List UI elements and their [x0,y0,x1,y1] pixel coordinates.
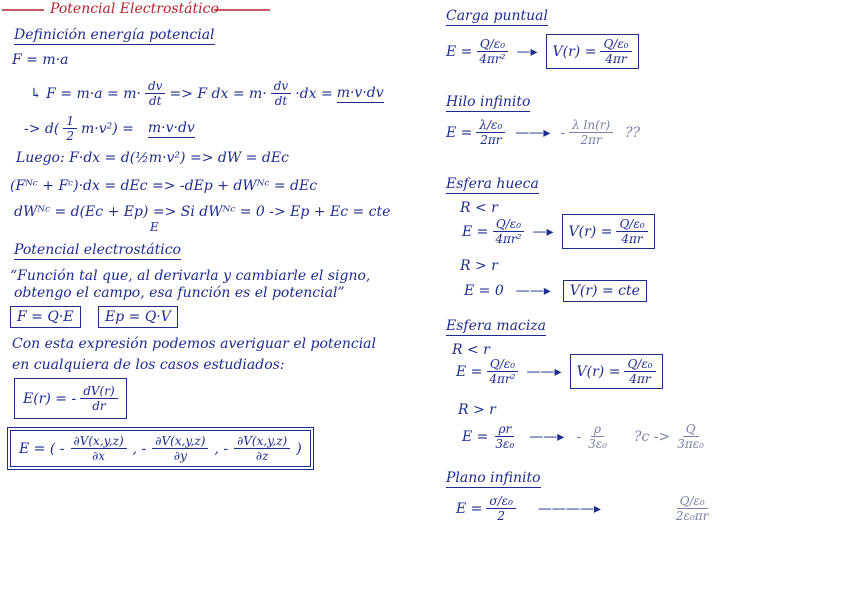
hollow-sphere-potential-box: V(r) = $\frac{\text{Q/ε₀}}{4\pi r}$ [562,214,655,249]
infinite-wire-field: E = $\frac{\text{λ/ε₀}}{2\pi r}$ ——▸ - $\frac{\text{λ ln(r)}}{2\pi r}$ ?? [446,118,641,147]
solid-sphere-condition-2: R > r [458,402,496,418]
solid-sphere-field-outside: E = $\frac{\text{Q/ε₀}}{\text{4πr²}}$ ——▸ V(r) = $\frac{\text{Q/ε₀}}{4\pi r}$ [456,354,663,389]
fraction-partial-y: $\frac{\partial V(x,y,z)}{\partial y}$ [152,434,208,463]
conservative-forces-line: (Fᴺᶜ + Fᶜ)·dx = dEc => -dEp + dWᴺᶜ = dEc [10,178,318,194]
fraction-half: $\frac{1}{2}$ [63,114,77,143]
fraction-partial-x: $\frac{\partial V(x,y,z)}{\partial x}$ [71,434,127,463]
explanation-line-1: Con esta expresión podemos averiguar el potencial [12,336,377,352]
hollow-sphere-condition-1: R < r [460,200,498,216]
fraction-dv-dt: $\frac{dv}{dt}$ [145,79,165,108]
potential-energy-box: Ep = Q·V [98,306,178,328]
infinite-plane-heading: Plano infinito [446,470,541,486]
point-charge-heading: Carga puntual [446,8,548,24]
infinite-wire-heading: Hilo infinito [446,94,531,110]
field-potential-box: E(r) = - $\frac{dV(r)}{dr}$ [14,378,127,419]
fraction-dv-dt-2: $\frac{dv}{dt}$ [271,79,291,108]
hollow-sphere-constant-box: V(r) = cte [563,280,647,302]
kinetic-line: -> d( $\frac{1}{2}$ m·v²) = m·v·dv [24,114,195,143]
hollow-sphere-field-outside: E = $\frac{\text{Q/ε₀}}{\text{4πr²}}$ —▸ V(r) = $\frac{\text{Q/ε₀}}{4\pi r}$ [462,214,655,249]
force-charge-box: F = Q·E [10,306,81,328]
hollow-sphere-field-inside: E = 0 ——▸ V(r) = cte [464,280,647,302]
quote-line-2: obtengo el campo, esa función es el potencial” [14,285,345,301]
point-charge-potential-box: V(r) = $\frac{\text{Q/ε₀}}{4\pi r}$ [546,34,639,69]
solid-sphere-heading: Esfera maciza [446,318,547,334]
potential-heading: Potencial electrostático [14,242,181,258]
energy-conservation-line: dWᴺᶜ = d(Ec + Ep) => Si dWᴺᶜ = 0 -> Ep + Ec = cte [14,204,391,220]
work-derivation-line: ↳ F = m·a = m· $\frac{dv}{dt}$ => F dx = m· $\frac{dv}{dt}$ ·dx = m·v·dv [30,79,384,108]
solid-sphere-field-inside: E = $\frac{\rho r}{\text{3ε₀}}$ ——▸ - $\frac{\rho}{\text{3ε₀}}$ ?c -> $\frac{Q}{\text{3πε₀}}$ [462,422,704,451]
hollow-sphere-heading: Esfera hueca [446,176,539,192]
solid-sphere-potential-box: V(r) = $\frac{\text{Q/ε₀}}{4\pi r}$ [570,354,663,389]
page-title: Potencial Electrostático [50,1,219,17]
subscript-e: E [150,220,159,234]
infinite-plane-field: E = $\frac{\text{σ/ε₀}}{2}$ ————▸ $\frac{\text{Q/ε₀}}{\text{2ε₀πr}}$ [456,494,709,523]
fraction-partial-z: $\frac{\partial V(x,y,z)}{\partial z}$ [234,434,290,463]
work-energy-line: Luego: F·dx = d(½m·v²) => dW = dEc [16,150,289,166]
point-charge-field: E = $\frac{\text{Q/ε₀}}{\text{4πr²}}$ —▸ V(r) = $\frac{\text{Q/ε₀}}{4\pi r}$ [446,34,639,69]
explanation-line-2: en cualquiera de los casos estudiados: [12,357,285,373]
fraction-dV-dr: $\frac{dV(r)}{dr}$ [80,384,117,413]
gradient-box: E = ( - $\frac{\partial V(x,y,z)}{\partial x}$ , - $\frac{\partial V(x,y,z)}{\partial y}$ , - $\frac{\partial V(x,y,z)}{\partial z}$ ) [10,430,311,467]
hollow-sphere-condition-2: R > r [460,258,498,274]
newton-law: F = m·a [12,52,69,68]
definition-heading: Definición energía potencial [14,27,215,43]
quote-line-1: “Función tal que, al derivarla y cambiarle el signo, [10,268,371,284]
solid-sphere-condition-1: R < r [452,342,490,358]
